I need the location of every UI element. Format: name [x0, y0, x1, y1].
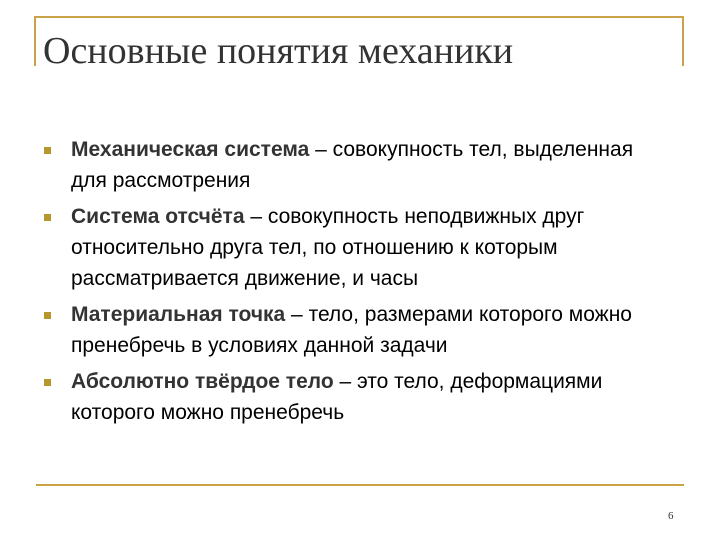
- frame-left-line: [34, 16, 36, 66]
- list-item: [44, 134, 674, 196]
- square-bullet-icon: [44, 379, 51, 386]
- square-bullet-icon: [44, 147, 51, 154]
- list-item: [44, 201, 674, 294]
- frame-right-line: [682, 16, 684, 66]
- definition-material-point: – тело, размерами которого можно пренебречь в условиях данной задачи: [71, 303, 632, 357]
- definition-list: [44, 134, 674, 433]
- definition-reference-frame: – совокупность неподвижных друг относительно друга тел, по отношению к которым рассматривается движение, и часы: [71, 205, 585, 290]
- square-bullet-icon: [44, 312, 51, 319]
- definition-mechanical-system: – совокупность тел, выделенная для рассмотрения: [71, 138, 634, 192]
- frame-bottom-line: [36, 484, 684, 486]
- term-reference-frame: Система отсчёта: [71, 205, 245, 228]
- square-bullet-icon: [44, 214, 51, 221]
- list-item: [44, 299, 674, 361]
- page-number: 6: [668, 510, 674, 522]
- definition-rigid-body: – это тело, деформациями которого можно пренебречь: [71, 370, 603, 424]
- term-mechanical-system: Механическая система: [71, 138, 310, 161]
- frame-top-line: [34, 16, 684, 18]
- term-material-point: Материальная точка: [71, 303, 286, 326]
- term-rigid-body: Абсолютно твёрдое тело: [71, 370, 334, 393]
- list-item: [44, 366, 674, 428]
- slide-title: Основные понятия механики: [43, 30, 514, 72]
